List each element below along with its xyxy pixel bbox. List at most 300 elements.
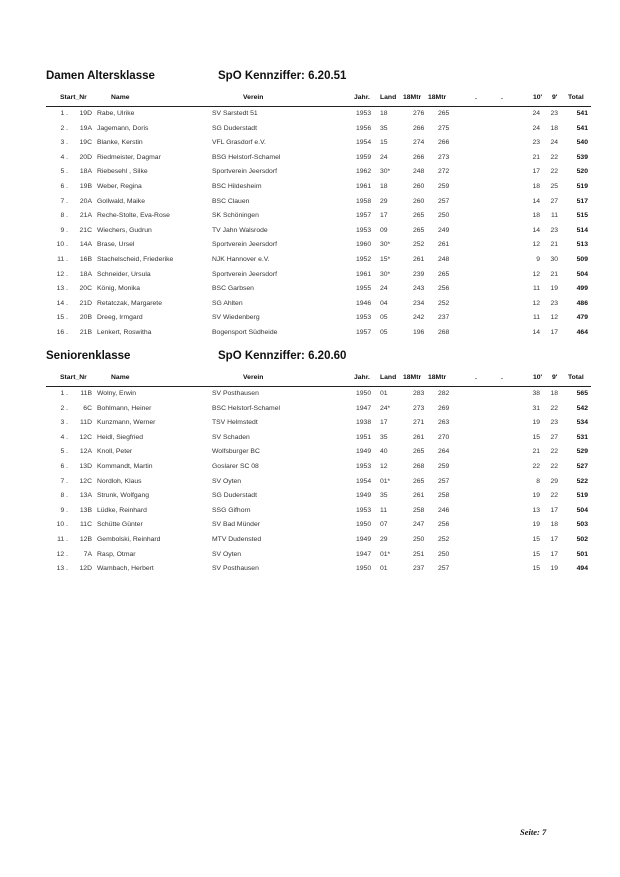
cell-jahr: 1953 bbox=[356, 463, 372, 470]
cell-18mtr-a: 261 bbox=[413, 256, 425, 263]
cell-nines: 19 bbox=[550, 285, 558, 293]
cell-land: 04 bbox=[380, 299, 388, 307]
cell-total: 509 bbox=[576, 256, 588, 263]
cell-rank: 1 . bbox=[60, 390, 68, 397]
cell-nines: 22 bbox=[550, 463, 558, 470]
cell-rank: 7 . bbox=[60, 197, 68, 205]
table-row bbox=[46, 476, 591, 491]
col-land: Land bbox=[380, 374, 397, 381]
cell-18mtr-a: 247 bbox=[413, 521, 425, 529]
cell-18mtr-a: 261 bbox=[413, 433, 425, 441]
col-dot-1: . bbox=[475, 94, 477, 101]
cell-total: 486 bbox=[576, 299, 588, 307]
cell-verein: NJK Hannover e.V. bbox=[212, 256, 270, 263]
cell-nines: 29 bbox=[550, 477, 558, 485]
cell-18mtr-b: 257 bbox=[438, 477, 450, 485]
cell-jahr: 1953 bbox=[356, 506, 372, 514]
cell-total: 531 bbox=[576, 433, 588, 441]
cell-18mtr-a: 265 bbox=[413, 448, 425, 456]
table-row bbox=[46, 123, 591, 138]
cell-name: König, Monika bbox=[97, 285, 141, 293]
cell-18mtr-a: 239 bbox=[413, 270, 425, 278]
cell-nines: 23 bbox=[550, 226, 558, 234]
cell-land: 17 bbox=[380, 212, 388, 220]
cell-verein: Sportverein Jeersdorf bbox=[212, 270, 277, 278]
cell-name: Jagemann, Doris bbox=[97, 124, 149, 132]
cell-rank: 3 . bbox=[60, 419, 68, 427]
cell-tens: 19 bbox=[532, 419, 540, 427]
table-row bbox=[46, 505, 591, 520]
cell-18mtr-a: 250 bbox=[413, 536, 425, 543]
cell-land: 12 bbox=[380, 463, 388, 470]
table-row bbox=[46, 563, 591, 578]
cell-land: 05 bbox=[380, 314, 388, 322]
cell-verein: SK Schöningen bbox=[212, 212, 259, 220]
cell-total: 541 bbox=[576, 124, 588, 132]
col-name: Name bbox=[111, 374, 130, 381]
cell-jahr: 1949 bbox=[356, 492, 372, 500]
cell-jahr: 1947 bbox=[356, 404, 372, 412]
cell-land: 07 bbox=[380, 521, 388, 529]
section-seniorenklasse bbox=[46, 350, 591, 585]
table-row bbox=[46, 549, 591, 564]
cell-18mtr-a: 234 bbox=[413, 299, 425, 307]
cell-nines: 22 bbox=[550, 404, 558, 412]
cell-jahr: 1951 bbox=[356, 433, 372, 441]
cell-rank: 6 . bbox=[60, 463, 68, 470]
cell-nines: 21 bbox=[550, 241, 558, 249]
cell-start-nr: 19B bbox=[79, 183, 92, 190]
cell-jahr: 1959 bbox=[356, 153, 372, 161]
col-nines: 9' bbox=[552, 94, 558, 101]
cell-tens: 15 bbox=[532, 550, 540, 558]
cell-tens: 14 bbox=[532, 226, 540, 234]
cell-tens: 21 bbox=[532, 153, 540, 161]
table-row bbox=[46, 152, 591, 167]
table-row bbox=[46, 327, 591, 342]
cell-start-nr: 11D bbox=[80, 419, 92, 427]
cell-land: 35 bbox=[380, 433, 388, 441]
cell-jahr: 1949 bbox=[356, 536, 372, 543]
cell-start-nr: 12D bbox=[79, 565, 92, 573]
cell-nines: 12 bbox=[550, 314, 558, 322]
table-row bbox=[46, 269, 591, 284]
cell-tens: 24 bbox=[532, 124, 540, 132]
cell-land: 01 bbox=[380, 390, 388, 397]
col-tens: 10' bbox=[533, 94, 543, 101]
cell-jahr: 1955 bbox=[356, 285, 372, 293]
table-row bbox=[46, 254, 591, 269]
cell-land: 29 bbox=[380, 197, 388, 205]
table-row bbox=[46, 181, 591, 196]
cell-rank: 8 . bbox=[60, 492, 68, 500]
cell-rank: 3 . bbox=[60, 139, 68, 147]
cell-total: 514 bbox=[576, 226, 588, 234]
cell-start-nr: 20A bbox=[79, 197, 92, 205]
cell-start-nr: 20C bbox=[79, 285, 92, 293]
cell-tens: 19 bbox=[532, 492, 540, 500]
cell-nines: 17 bbox=[550, 536, 558, 543]
cell-land: 18 bbox=[380, 110, 388, 117]
cell-rank: 10 . bbox=[56, 241, 68, 249]
cell-jahr: 1953 bbox=[356, 110, 372, 117]
cell-name: Gembolski, Reinhard bbox=[97, 536, 161, 543]
cell-verein: Wolfsburger BC bbox=[212, 448, 260, 456]
cell-total: 504 bbox=[576, 270, 588, 278]
cell-jahr: 1947 bbox=[356, 550, 372, 558]
cell-name: Rasp, Otmar bbox=[97, 550, 136, 558]
col-verein: Verein bbox=[243, 94, 264, 101]
cell-verein: TV Jahn Walsrode bbox=[212, 226, 268, 234]
cell-land: 01 bbox=[380, 565, 388, 573]
cell-verein: VFL Grasdorf e.V. bbox=[212, 139, 266, 147]
cell-tens: 11 bbox=[532, 285, 540, 293]
cell-jahr: 1961 bbox=[356, 183, 372, 190]
cell-verein: Sportverein Jeersdorf bbox=[212, 241, 277, 249]
cell-land: 18 bbox=[380, 183, 388, 190]
cell-nines: 17 bbox=[550, 550, 558, 558]
cell-18mtr-a: 237 bbox=[413, 565, 425, 573]
cell-18mtr-b: 250 bbox=[438, 550, 450, 558]
cell-tens: 21 bbox=[532, 448, 540, 456]
cell-nines: 11 bbox=[550, 212, 558, 220]
col-total: Total bbox=[568, 94, 584, 101]
cell-nines: 18 bbox=[550, 390, 558, 397]
cell-verein: SV Wiedenberg bbox=[212, 314, 260, 322]
cell-nines: 22 bbox=[550, 492, 558, 500]
cell-18mtr-b: 237 bbox=[438, 314, 450, 322]
table-row bbox=[46, 312, 591, 327]
cell-total: 501 bbox=[576, 550, 588, 558]
cell-total: 534 bbox=[576, 419, 588, 427]
cell-18mtr-a: 276 bbox=[413, 110, 425, 117]
table-row bbox=[46, 461, 591, 476]
cell-total: 502 bbox=[576, 536, 588, 543]
col-nines: 9' bbox=[552, 374, 558, 381]
cell-total: 479 bbox=[576, 314, 588, 322]
cell-jahr: 1953 bbox=[356, 314, 372, 322]
table-row bbox=[46, 225, 591, 240]
cell-land: 40 bbox=[380, 448, 388, 456]
cell-start-nr: 19A bbox=[79, 124, 92, 132]
cell-18mtr-b: 248 bbox=[438, 256, 450, 263]
cell-start-nr: 21C bbox=[79, 226, 92, 234]
cell-name: Knoll, Peter bbox=[97, 448, 133, 456]
cell-rank: 8 . bbox=[60, 212, 68, 220]
table-row bbox=[46, 403, 591, 418]
table-row bbox=[46, 417, 591, 432]
cell-rank: 1 . bbox=[60, 110, 68, 117]
col-dot-1: . bbox=[475, 374, 477, 381]
cell-verein: TSV Helmstedt bbox=[212, 419, 258, 427]
cell-rank: 13 . bbox=[56, 565, 68, 573]
table-row bbox=[46, 446, 591, 461]
table-row bbox=[46, 298, 591, 313]
cell-18mtr-a: 268 bbox=[413, 463, 425, 470]
cell-name: Heidl, Siegfried bbox=[97, 433, 144, 441]
cell-tens: 12 bbox=[532, 299, 540, 307]
cell-start-nr: 12C bbox=[79, 477, 92, 485]
table-row bbox=[46, 432, 591, 447]
table-row bbox=[46, 239, 591, 254]
table-header bbox=[46, 94, 591, 106]
cell-nines: 17 bbox=[550, 506, 558, 514]
cell-18mtr-b: 258 bbox=[438, 492, 450, 500]
cell-tens: 14 bbox=[532, 197, 540, 205]
cell-name: Lüdke, Reinhard bbox=[97, 506, 147, 514]
cell-land: 17 bbox=[380, 419, 388, 427]
cell-verein: SV Sarstedt 51 bbox=[212, 110, 258, 117]
cell-name: Reche-Stolte, Eva-Rose bbox=[97, 212, 170, 220]
cell-total: 517 bbox=[576, 197, 588, 205]
cell-18mtr-a: 274 bbox=[413, 139, 425, 147]
cell-land: 30* bbox=[380, 241, 391, 249]
cell-18mtr-b: 257 bbox=[438, 197, 450, 205]
col-tens: 10' bbox=[533, 374, 543, 381]
cell-start-nr: 7A bbox=[83, 550, 92, 558]
cell-verein: SV Schaden bbox=[212, 433, 250, 441]
cell-verein: SV Bad Münder bbox=[212, 521, 260, 529]
cell-verein: SV Oyten bbox=[212, 477, 242, 485]
section-damen-altersklasse bbox=[46, 70, 591, 345]
cell-rank: 5 . bbox=[60, 168, 68, 176]
page-number: Seite: 7 bbox=[520, 827, 547, 837]
cell-start-nr: 21A bbox=[79, 212, 92, 220]
cell-18mtr-b: 256 bbox=[438, 521, 450, 529]
cell-land: 30* bbox=[380, 270, 391, 278]
cell-total: 494 bbox=[576, 565, 588, 573]
cell-total: 520 bbox=[576, 168, 588, 176]
cell-18mtr-b: 263 bbox=[438, 419, 450, 427]
cell-start-nr: 11B bbox=[80, 390, 92, 397]
cell-18mtr-a: 266 bbox=[413, 153, 425, 161]
cell-jahr: 1962 bbox=[356, 168, 372, 176]
cell-verein: SSG Gifhorn bbox=[212, 506, 251, 514]
cell-verein: Goslarer SC 08 bbox=[212, 463, 259, 470]
col-verein: Verein bbox=[243, 374, 264, 381]
cell-name: Blanke, Kerstin bbox=[97, 139, 143, 147]
cell-nines: 27 bbox=[550, 433, 558, 441]
cell-nines: 27 bbox=[550, 197, 558, 205]
cell-nines: 17 bbox=[550, 329, 558, 336]
cell-start-nr: 12B bbox=[79, 536, 92, 543]
cell-rank: 7 . bbox=[60, 477, 68, 485]
cell-start-nr: 20D bbox=[79, 153, 92, 161]
cell-18mtr-a: 242 bbox=[413, 314, 425, 322]
cell-start-nr: 6C bbox=[83, 404, 92, 412]
cell-tens: 22 bbox=[532, 463, 540, 470]
cell-18mtr-a: 260 bbox=[413, 197, 425, 205]
cell-verein: BSG Helstorf-Schamel bbox=[212, 153, 281, 161]
cell-land: 35 bbox=[380, 492, 388, 500]
cell-verein: SG Ahlten bbox=[212, 299, 243, 307]
table-row bbox=[46, 519, 591, 534]
cell-name: Kommandt, Martin bbox=[97, 463, 153, 470]
cell-18mtr-b: 252 bbox=[438, 299, 450, 307]
cell-tens: 15 bbox=[532, 433, 540, 441]
cell-start-nr: 13D bbox=[79, 463, 92, 470]
cell-name: Nordloh, Klaus bbox=[97, 477, 142, 485]
cell-jahr: 1953 bbox=[356, 226, 372, 234]
cell-start-nr: 13A bbox=[79, 492, 92, 500]
table-row bbox=[46, 166, 591, 181]
cell-verein: SG Duderstadt bbox=[212, 124, 257, 132]
cell-jahr: 1957 bbox=[356, 212, 372, 220]
cell-tens: 12 bbox=[532, 270, 540, 278]
cell-total: 539 bbox=[576, 153, 588, 161]
cell-jahr: 1954 bbox=[356, 477, 372, 485]
cell-tens: 13 bbox=[532, 506, 540, 514]
cell-rank: 11 . bbox=[57, 256, 68, 263]
cell-jahr: 1949 bbox=[356, 448, 372, 456]
cell-start-nr: 14A bbox=[79, 241, 92, 249]
cell-jahr: 1956 bbox=[356, 124, 372, 132]
cell-nines: 23 bbox=[550, 110, 558, 117]
cell-verein: SV Posthausen bbox=[212, 565, 259, 573]
cell-total: 464 bbox=[576, 329, 588, 336]
cell-tens: 11 bbox=[532, 314, 540, 322]
cell-jahr: 1957 bbox=[356, 329, 372, 336]
cell-tens: 12 bbox=[532, 241, 540, 249]
cell-total: 542 bbox=[576, 404, 588, 412]
cell-name: Strunk, Wolfgang bbox=[97, 492, 150, 500]
cell-18mtr-a: 261 bbox=[413, 492, 425, 500]
cell-start-nr: 21B bbox=[79, 329, 92, 336]
cell-rank: 5 . bbox=[60, 448, 68, 456]
cell-land: 24 bbox=[380, 153, 388, 161]
cell-18mtr-b: 261 bbox=[438, 241, 450, 249]
cell-tens: 18 bbox=[532, 212, 540, 220]
table-row bbox=[46, 283, 591, 298]
cell-tens: 8 bbox=[536, 477, 540, 485]
cell-land: 11 bbox=[380, 506, 388, 514]
cell-name: Rabe, Ulrike bbox=[97, 110, 135, 117]
cell-nines: 22 bbox=[550, 168, 558, 176]
cell-jahr: 1950 bbox=[356, 390, 372, 397]
cell-rank: 4 . bbox=[60, 433, 68, 441]
col-18mtr-a: 18Mtr bbox=[403, 94, 422, 101]
cell-start-nr: 18A bbox=[79, 168, 92, 176]
cell-rank: 11 . bbox=[57, 536, 68, 543]
cell-name: Stachelscheid, Friederike bbox=[97, 256, 174, 263]
cell-tens: 24 bbox=[532, 110, 540, 117]
cell-nines: 30 bbox=[550, 256, 558, 263]
cell-nines: 18 bbox=[550, 124, 558, 132]
cell-rank: 6 . bbox=[60, 183, 68, 190]
cell-18mtr-b: 265 bbox=[438, 270, 450, 278]
header-divider bbox=[46, 106, 591, 107]
cell-land: 01* bbox=[380, 550, 391, 558]
cell-name: Lenkert, Roswitha bbox=[97, 329, 152, 336]
cell-18mtr-b: 250 bbox=[438, 212, 450, 220]
cell-18mtr-b: 268 bbox=[438, 329, 450, 336]
cell-name: Wiechers, Gudrun bbox=[97, 226, 152, 234]
cell-name: Wolny, Erwin bbox=[97, 390, 137, 397]
cell-total: 527 bbox=[576, 463, 588, 470]
cell-nines: 19 bbox=[550, 565, 558, 573]
cell-18mtr-a: 196 bbox=[413, 329, 425, 336]
cell-jahr: 1961 bbox=[356, 270, 372, 278]
cell-18mtr-a: 251 bbox=[413, 550, 425, 558]
cell-18mtr-b: 259 bbox=[438, 463, 450, 470]
cell-jahr: 1958 bbox=[356, 197, 372, 205]
cell-18mtr-a: 271 bbox=[413, 419, 425, 427]
cell-tens: 19 bbox=[532, 521, 540, 529]
cell-18mtr-b: 270 bbox=[438, 433, 450, 441]
cell-tens: 15 bbox=[532, 536, 540, 543]
section-code: SpO Kennziffer: 6.20.51 bbox=[218, 70, 347, 82]
cell-18mtr-b: 273 bbox=[438, 153, 450, 161]
cell-start-nr: 13B bbox=[79, 506, 92, 514]
cell-18mtr-b: 259 bbox=[438, 183, 450, 190]
cell-start-nr: 20B bbox=[79, 314, 92, 322]
cell-verein: SV Oyten bbox=[212, 550, 242, 558]
cell-name: Schneider, Ursula bbox=[97, 270, 151, 278]
cell-total: 565 bbox=[576, 390, 588, 397]
cell-tens: 14 bbox=[532, 329, 540, 336]
cell-18mtr-b: 249 bbox=[438, 226, 450, 234]
cell-nines: 23 bbox=[550, 299, 558, 307]
cell-rank: 12 . bbox=[56, 270, 68, 278]
col-land: Land bbox=[380, 94, 397, 101]
cell-verein: SV Posthausen bbox=[212, 390, 259, 397]
cell-start-nr: 11C bbox=[80, 521, 92, 529]
cell-land: 24 bbox=[380, 285, 388, 293]
cell-18mtr-b: 266 bbox=[438, 139, 450, 147]
cell-jahr: 1938 bbox=[356, 419, 372, 427]
cell-nines: 22 bbox=[550, 153, 558, 161]
table-row bbox=[46, 388, 591, 403]
cell-verein: SG Duderstadt bbox=[212, 492, 257, 500]
cell-nines: 23 bbox=[550, 419, 558, 427]
col-jahr: Jahr. bbox=[354, 374, 370, 381]
section-title: Seniorenklasse bbox=[46, 350, 131, 362]
cell-18mtr-b: 275 bbox=[438, 124, 450, 132]
cell-18mtr-a: 252 bbox=[413, 241, 425, 249]
cell-total: 499 bbox=[576, 285, 588, 293]
cell-rank: 10 . bbox=[56, 521, 68, 529]
cell-rank: 15 . bbox=[56, 314, 68, 322]
cell-total: 529 bbox=[576, 448, 588, 456]
cell-name: Bohlmann, Heiner bbox=[97, 404, 152, 412]
cell-tens: 9 bbox=[536, 256, 540, 263]
cell-name: Schütte Günter bbox=[97, 521, 143, 529]
col-18mtr-b: 18Mtr bbox=[428, 94, 447, 101]
cell-18mtr-b: 265 bbox=[438, 110, 450, 117]
col-dot-2: . bbox=[501, 94, 503, 101]
cell-total: 519 bbox=[576, 492, 588, 500]
section-code: SpO Kennziffer: 6.20.60 bbox=[218, 350, 347, 362]
cell-18mtr-a: 273 bbox=[413, 404, 425, 412]
cell-name: Riedmeister, Dagmar bbox=[97, 153, 161, 161]
cell-verein: BSC Clauen bbox=[212, 197, 250, 205]
header-divider bbox=[46, 386, 591, 387]
cell-start-nr: 21D bbox=[79, 299, 92, 307]
cell-18mtr-b: 264 bbox=[438, 448, 450, 456]
cell-18mtr-a: 266 bbox=[413, 124, 425, 132]
cell-rank: 2 . bbox=[60, 124, 68, 132]
cell-start-nr: 19C bbox=[79, 139, 92, 147]
cell-nines: 25 bbox=[550, 183, 558, 190]
section-title: Damen Altersklasse bbox=[46, 70, 155, 82]
cell-jahr: 1952 bbox=[356, 256, 372, 263]
cell-total: 513 bbox=[576, 241, 588, 249]
cell-tens: 17 bbox=[532, 168, 540, 176]
cell-total: 504 bbox=[576, 506, 588, 514]
cell-total: 541 bbox=[576, 110, 588, 117]
col-18mtr-b: 18Mtr bbox=[428, 374, 447, 381]
col-jahr: Jahr. bbox=[354, 94, 370, 101]
